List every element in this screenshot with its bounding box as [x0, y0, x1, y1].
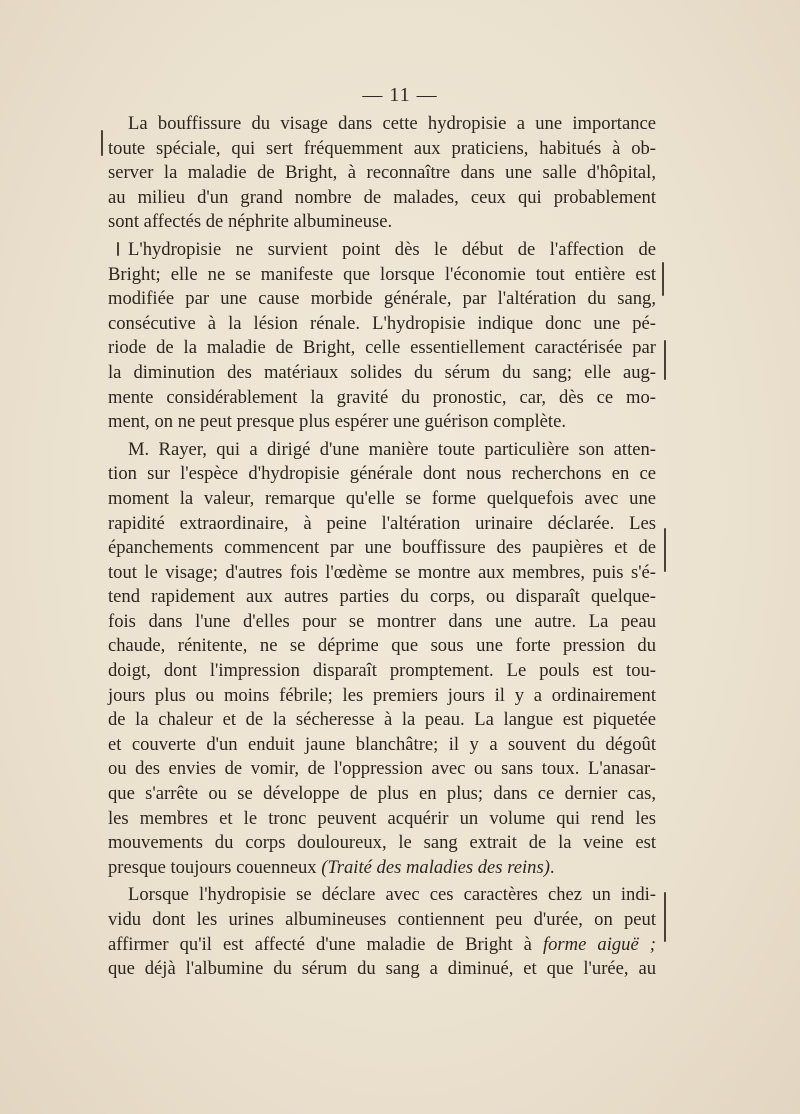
text-line: au milieu d'un grand nombre de malades, ceux qui probablement [108, 186, 656, 208]
text-line: ou des envies de vomir, de l'oppression avec ou sans toux. L'anasar- [108, 758, 656, 780]
text-line: et couverte d'un enduit jaune blanchâtre; il y a souvent du dégoût [108, 733, 656, 755]
text-line: moment la valeur, remarque qu'elle se forme quelquefois avec une [108, 487, 656, 509]
margin-mark-left-1 [101, 130, 103, 156]
text-line: riode de la maladie de Bright, celle essentiellement caractérisée par [108, 337, 656, 359]
text-line: de la chaleur et de la sécheresse à la peau. La langue est piquetée [108, 709, 656, 731]
text-line: vidu dont les urines albumineuses contiennent peu d'urée, on peut [108, 909, 656, 930]
text-line: tend rapidement aux autres parties du corps, ou disparaît quelque- [108, 586, 656, 608]
text-line: Lorsque l'hydropisie se déclare avec ces caractères chez un indi- [128, 884, 656, 906]
margin-mark-right-3 [664, 528, 666, 572]
text-line: sont affectés de néphrite albumineuse. [108, 211, 393, 233]
text-line: modifiée par une cause morbide générale, par l'altération du sang, [108, 288, 656, 310]
text-line: Bright; elle ne se manifeste que lorsque l'économie tout entière est [108, 263, 656, 285]
text-line: fois dans l'une d'elles pour se montrer dans une autre. La peau [108, 610, 656, 632]
text-line: tout le visage; d'autres fois l'œdème se montre aux membres, puis s'é- [108, 561, 656, 583]
text-line: doigt, dont l'impression disparaît promptement. Le pouls est tou- [108, 660, 656, 682]
text-span: affirmer qu'il est affecté d'une maladie de Bright à [108, 933, 543, 955]
margin-mark-right-1 [662, 262, 664, 296]
text-line-emphasis [108, 933, 656, 958]
text-line: ment, on ne peut presque plus espérer une guérison complète. [108, 411, 566, 433]
text-span: . [549, 856, 555, 878]
paragraph-3 [108, 438, 656, 881]
paragraph-4 [108, 883, 656, 981]
text-span: presque toujours couenneux [108, 856, 322, 878]
text-line-citation [108, 856, 656, 881]
text-line: que déjà l'albumine du sérum du sang a diminué, et que l'urée, au [108, 958, 656, 980]
text-line: La bouffissure du visage dans cette hydropisie a une importance [128, 113, 656, 134]
text-line: consécutive à la lésion rénale. L'hydropisie indique donc une pé- [108, 312, 656, 334]
emphasis-term: forme aiguë ; [542, 933, 656, 955]
paragraph-1 [108, 112, 656, 235]
page-number: — 11 — [362, 84, 438, 106]
margin-mark-right-2 [664, 340, 666, 380]
text-line: jours plus ou moins fébrile; les premiers jours il y a ordinairement [108, 684, 656, 706]
text-line: mente considérablement la gravité du pronostic, car, dès ce mo- [108, 386, 656, 408]
text-line: que s'arrête ou se développe de plus en plus; dans ce dernier cas, [108, 783, 656, 805]
text-line: M. Rayer, qui a dirigé d'une manière toute particulière son atten- [128, 438, 656, 460]
text-line: L'hydropisie ne survient point dès le début de l'affection de [128, 238, 656, 260]
text-line: rapidité extraordinaire, à peine l'altération urinaire déclarée. Les [108, 512, 656, 534]
text-line: server la maladie de Bright, à reconnaître dans une salle d'hôpital, [108, 162, 656, 184]
text-line: tion sur l'espèce d'hydropisie générale dont nous recherchons en ce [108, 463, 656, 485]
text-line: la diminution des matériaux solides du sérum du sang; elle aug- [108, 361, 656, 383]
text-line: les membres et le tronc peuvent acquérir un volume qui rend les [108, 807, 656, 829]
text-line: chaude, rénitente, ne se déprime que sous une forte pression du [108, 635, 656, 657]
paragraph-2 [108, 238, 656, 435]
text-line: épanchements commencent par une bouffissure des paupières et de [108, 537, 656, 559]
citation-title: (Traité des maladies des reins) [321, 856, 550, 878]
text-line: toute spéciale, qui sert fréquemment aux praticiens, habitués à ob- [108, 137, 656, 159]
margin-mark-right-4 [664, 892, 666, 942]
text-line: mouvements du corps douloureux, le sang extrait de la veine est [108, 832, 656, 854]
body-text [108, 112, 656, 982]
